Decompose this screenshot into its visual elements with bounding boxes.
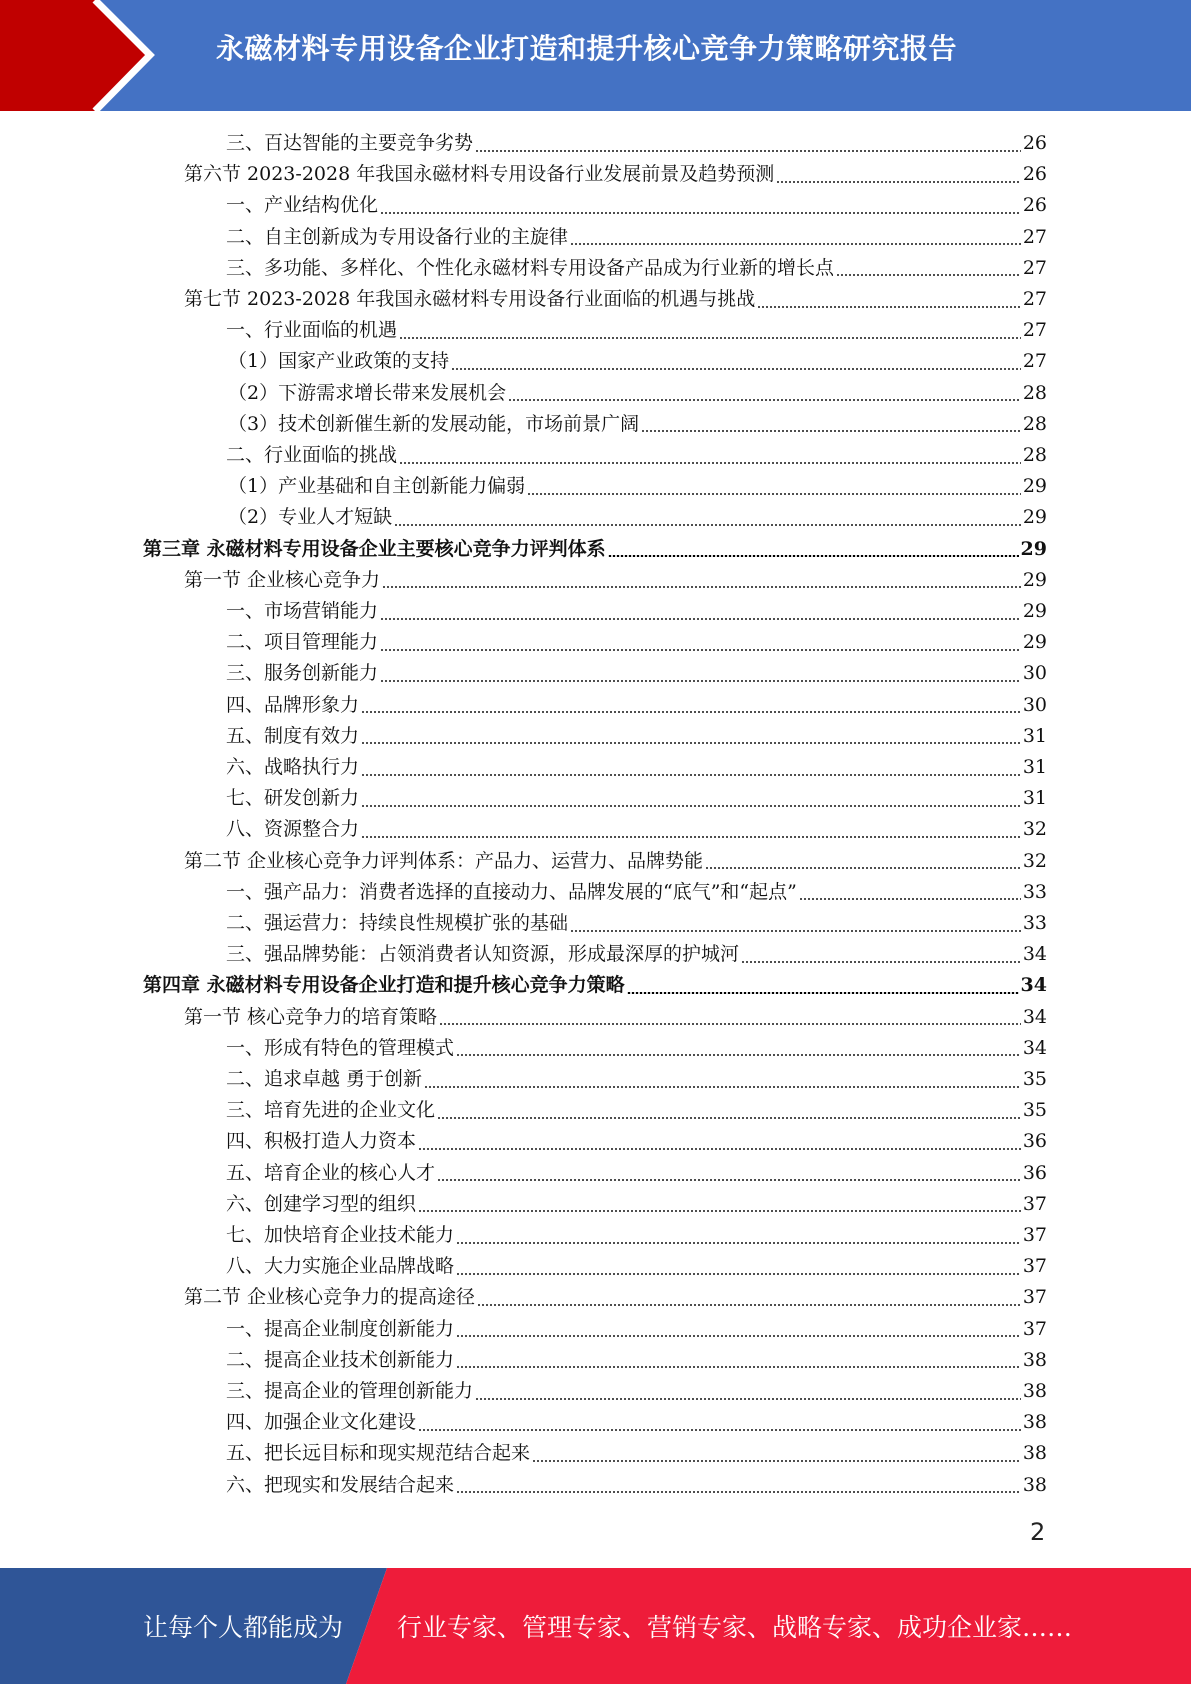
toc-entry-page: 31 [1022,787,1047,810]
toc-entry-title: （2）专业人才短缺 [228,506,393,529]
toc-entry-title: 第六节 2023-2028 年我国永磁材料专用设备行业发展前景及趋势预测 [184,163,775,186]
toc-dot-leader [380,618,1021,620]
toc-entry[interactable] [226,1376,1047,1407]
page-header [0,0,1191,111]
toc-entry[interactable] [226,1158,1047,1189]
toc-entry-page: 37 [1022,1192,1047,1215]
toc-entry-page: 36 [1022,1161,1047,1184]
toc-entry-title: 一、提高企业制度创新能力 [226,1317,455,1340]
toc-entry[interactable] [226,1470,1047,1501]
toc-dot-leader [361,711,1021,713]
toc-entry-title: 四、积极打造人力资本 [226,1130,417,1153]
toc-entry-page: 38 [1022,1380,1047,1402]
toc-entry[interactable] [226,1126,1047,1157]
toc-entry-page: 32 [1022,849,1047,872]
toc-dot-leader [456,1242,1021,1244]
toc-entry[interactable] [184,159,1047,190]
toc-dot-leader [570,243,1021,245]
toc-entry-title: 一、形成有特色的管理模式 [226,1036,455,1059]
toc-entry-title: 二、自主创新成为专用设备行业的主旋律 [226,225,569,248]
toc-entry-page: 27 [1022,288,1047,310]
toc-entry[interactable] [226,1251,1047,1282]
toc-entry-title: 六、战略执行力 [226,756,360,778]
toc-entry-page: 34 [1022,1005,1047,1028]
toc-entry-title: （1）产业基础和自主创新能力偏弱 [228,475,526,498]
toc-entry-page: 29 [1022,631,1047,654]
toc-entry[interactable] [226,908,1047,939]
toc-dot-leader [836,274,1021,276]
toc-entry[interactable] [184,284,1047,315]
toc-entry-title: 三、提高企业的管理创新能力 [226,1380,474,1402]
toc-entry-page: 33 [1022,880,1047,903]
footer-slogan-right: 行业专家、管理专家、营销专家、战略专家、成功企业家…… [397,1613,1073,1642]
toc-entry[interactable] [228,471,1047,502]
toc-entry-page: 38 [1022,1348,1047,1371]
toc-entry-title: 三、强品牌势能：占领消费者认知资源，形成最深厚的护城河 [226,943,740,966]
toc-entry[interactable] [226,877,1047,908]
toc-entry-page: 37 [1022,1317,1047,1340]
toc-entry-title: 八、资源整合力 [226,818,360,841]
toc-entry[interactable] [228,502,1047,533]
toc-entry-page: 31 [1022,724,1047,747]
toc-entry-page: 31 [1022,756,1047,778]
toc-entry[interactable] [226,1314,1047,1345]
toc-entry-page: 29 [1022,506,1047,529]
toc-entry[interactable] [226,128,1047,159]
toc-entry-title: 第三章 永磁材料专用设备企业主要核心竞争力评判体系 [143,537,606,560]
report-title: 永磁材料专用设备企业打造和提升核心竞争力策略研究报告 [216,32,958,65]
toc-entry-title: 第一节 企业核心竞争力 [184,568,381,591]
toc-entry[interactable] [184,1282,1047,1313]
toc-entry[interactable] [226,1033,1047,1064]
toc-entry-title: 二、提高企业技术创新能力 [226,1348,455,1371]
toc-entry[interactable] [184,1002,1047,1033]
toc-entry-page: 37 [1022,1255,1047,1278]
toc-entry[interactable] [226,315,1047,346]
toc-entry[interactable] [226,222,1047,253]
toc-entry-title: （1）国家产业政策的支持 [228,350,450,373]
toc-entry-title: 五、培育企业的核心人才 [226,1161,436,1184]
toc-entry-title: 三、百达智能的主要竞争劣势 [226,132,474,154]
toc-entry-title: 一、市场营销能力 [226,600,379,622]
toc-entry-title: 第一节 核心竞争力的培育策略 [184,1005,438,1028]
toc-entry-page: 26 [1022,132,1047,154]
toc-dot-leader [361,742,1021,744]
toc-entry-title: 一、行业面临的机遇 [226,319,398,342]
toc-entry-title: 二、追求卓越 勇于创新 [226,1068,423,1090]
toc-entry-page: 30 [1022,662,1047,685]
toc-entry[interactable] [228,346,1047,377]
toc-entry-title: （2）下游需求增长带来发展机会 [228,381,507,404]
toc-dot-leader [439,1023,1021,1025]
toc-dot-leader [757,306,1021,308]
toc-entry-page: 29 [1022,600,1047,622]
toc-dot-leader [527,493,1021,495]
toc-entry-title: 四、品牌形象力 [226,693,360,716]
toc-entry-page: 35 [1022,1099,1047,1122]
toc-entry-page: 32 [1022,818,1047,841]
toc-entry-page: 36 [1022,1130,1047,1153]
toc-dot-leader [799,898,1021,900]
toc-dot-leader [456,1335,1021,1337]
toc-dot-leader [456,1366,1021,1368]
toc-entry-title: 一、产业结构优化 [226,194,379,217]
toc-dot-leader [477,1304,1021,1306]
toc-entry-title: 二、强运营力：持续良性规模扩张的基础 [226,912,569,934]
footer-slogan-left: 让每个人都能成为 [143,1613,344,1642]
toc-entry-title: 第二节 企业核心竞争力评判体系：产品力、运营力、品牌势能 [184,849,704,872]
toc-entry[interactable] [228,378,1047,409]
toc-entry-title: 二、行业面临的挑战 [226,444,398,466]
toc-entry-page: 30 [1022,693,1047,716]
toc-entry-page: 29 [1020,537,1047,560]
toc-entry-title: 七、研发创新力 [226,787,360,810]
toc-entry-title: 五、制度有效力 [226,724,360,747]
toc-dot-leader [451,368,1021,370]
toc-entry-page: 28 [1022,381,1047,404]
toc-entry-page: 28 [1022,444,1047,466]
toc-entry-title: 四、加强企业文化建设 [226,1411,417,1434]
toc-dot-leader [418,1429,1021,1431]
toc-entry-page: 34 [1020,974,1047,997]
toc-entry-page: 26 [1022,194,1047,217]
toc-dot-leader [382,586,1021,588]
toc-dot-leader [380,212,1021,214]
toc-entry-page: 34 [1022,1036,1047,1059]
toc-dot-leader [641,430,1021,432]
toc-entry[interactable] [184,565,1047,596]
toc-entry-page: 38 [1022,1473,1047,1496]
toc-entry-page: 28 [1022,412,1047,435]
toc-entry-title: 第七节 2023-2028 年我国永磁材料专用设备行业面临的机遇与挑战 [184,288,756,310]
toc-entry[interactable] [226,783,1047,814]
toc-dot-leader [418,1210,1021,1212]
toc-entry[interactable] [226,440,1047,471]
toc-entry-page: 27 [1022,256,1047,279]
toc-dot-leader [399,337,1021,339]
toc-entry[interactable] [226,721,1047,752]
toc-entry[interactable] [226,1220,1047,1251]
toc-entry-page: 33 [1022,912,1047,934]
toc-entry-page: 27 [1022,319,1047,342]
toc-entry[interactable] [226,658,1047,689]
toc-entry-page: 27 [1022,225,1047,248]
toc-entry[interactable] [226,1064,1047,1095]
toc-dot-leader [475,1398,1021,1400]
toc-entry-title: 三、服务创新能力 [226,662,379,685]
toc-entry[interactable] [226,814,1047,845]
toc-entry-page: 37 [1022,1224,1047,1246]
toc-dot-leader [570,930,1021,932]
toc-entry[interactable] [226,1345,1047,1376]
toc-entry-title: 三、多功能、多样化、个性化永磁材料专用设备产品成为行业新的增长点 [226,256,835,279]
toc-dot-leader [399,462,1021,464]
toc-entry[interactable] [226,939,1047,970]
toc-dot-leader [456,1273,1021,1275]
toc-entry-title: 六、把现实和发展结合起来 [226,1473,455,1496]
toc-dot-leader [456,1491,1021,1493]
toc-entry[interactable] [226,690,1047,721]
toc-entry-title: 五、把长远目标和现实规范结合起来 [226,1442,531,1465]
toc-entry[interactable] [228,409,1047,440]
toc-dot-leader [380,680,1021,682]
toc-entry-title: 三、培育先进的企业文化 [226,1099,436,1122]
toc-dot-leader [424,1086,1021,1088]
toc-dot-leader [437,1117,1021,1119]
toc-entry-title: （3）技术创新催生新的发展动能，市场前景广阔 [228,412,640,435]
toc-dot-leader [532,1460,1021,1462]
toc-entry-title: 八、大力实施企业品牌战略 [226,1255,455,1278]
toc-dot-leader [608,555,1019,557]
toc-dot-leader [418,1148,1021,1150]
toc-entry[interactable] [226,253,1047,284]
toc-entry-page: 29 [1022,475,1047,498]
toc-dot-leader [380,649,1021,651]
toc-dot-leader [475,150,1021,152]
toc-entry-page: 34 [1022,943,1047,966]
toc-entry[interactable] [184,846,1047,877]
toc-entry[interactable] [226,596,1047,627]
toc-dot-leader [456,1054,1021,1056]
toc-dot-leader [627,992,1019,994]
toc-entry-page: 26 [1022,163,1047,186]
toc-dot-leader [776,181,1021,183]
toc-entry[interactable] [143,970,1047,1001]
toc-entry[interactable] [143,534,1047,565]
toc-dot-leader [508,399,1021,401]
toc-entry[interactable] [226,752,1047,783]
page-number: 2 [1030,1518,1046,1546]
toc-dot-leader [437,1179,1021,1181]
toc-entry-title: 六、创建学习型的组织 [226,1192,417,1215]
toc-dot-leader [741,961,1021,963]
toc-dot-leader [705,867,1021,869]
toc-entry[interactable] [226,1407,1047,1438]
toc-entry[interactable] [226,1438,1047,1469]
toc-dot-leader [361,805,1021,807]
toc-entry-page: 38 [1022,1411,1047,1434]
toc-entry-title: 一、强产品力：消费者选择的直接动力、品牌发展的“底气”和“起点” [226,880,797,903]
toc-entry-page: 27 [1022,350,1047,373]
toc-entry-title: 七、加快培育企业技术能力 [226,1224,455,1246]
toc-entry[interactable] [226,1189,1047,1220]
toc-entry-title: 第四章 永磁材料专用设备企业打造和提升核心竞争力策略 [143,974,625,997]
toc-entry-title: 第二节 企业核心竞争力的提高途径 [184,1286,476,1309]
toc-entry[interactable] [226,1095,1047,1126]
toc-entry-title: 二、项目管理能力 [226,631,379,654]
toc-entry-page: 35 [1022,1068,1047,1090]
toc-dot-leader [361,774,1021,776]
toc-entry[interactable] [226,627,1047,658]
toc-dot-leader [394,524,1021,526]
toc-entry[interactable] [226,190,1047,221]
toc-dot-leader [361,836,1021,838]
toc-entry-page: 29 [1022,568,1047,591]
page-footer [0,1568,1191,1684]
toc-entry-page: 38 [1022,1442,1047,1465]
toc-entry-page: 37 [1022,1286,1047,1309]
